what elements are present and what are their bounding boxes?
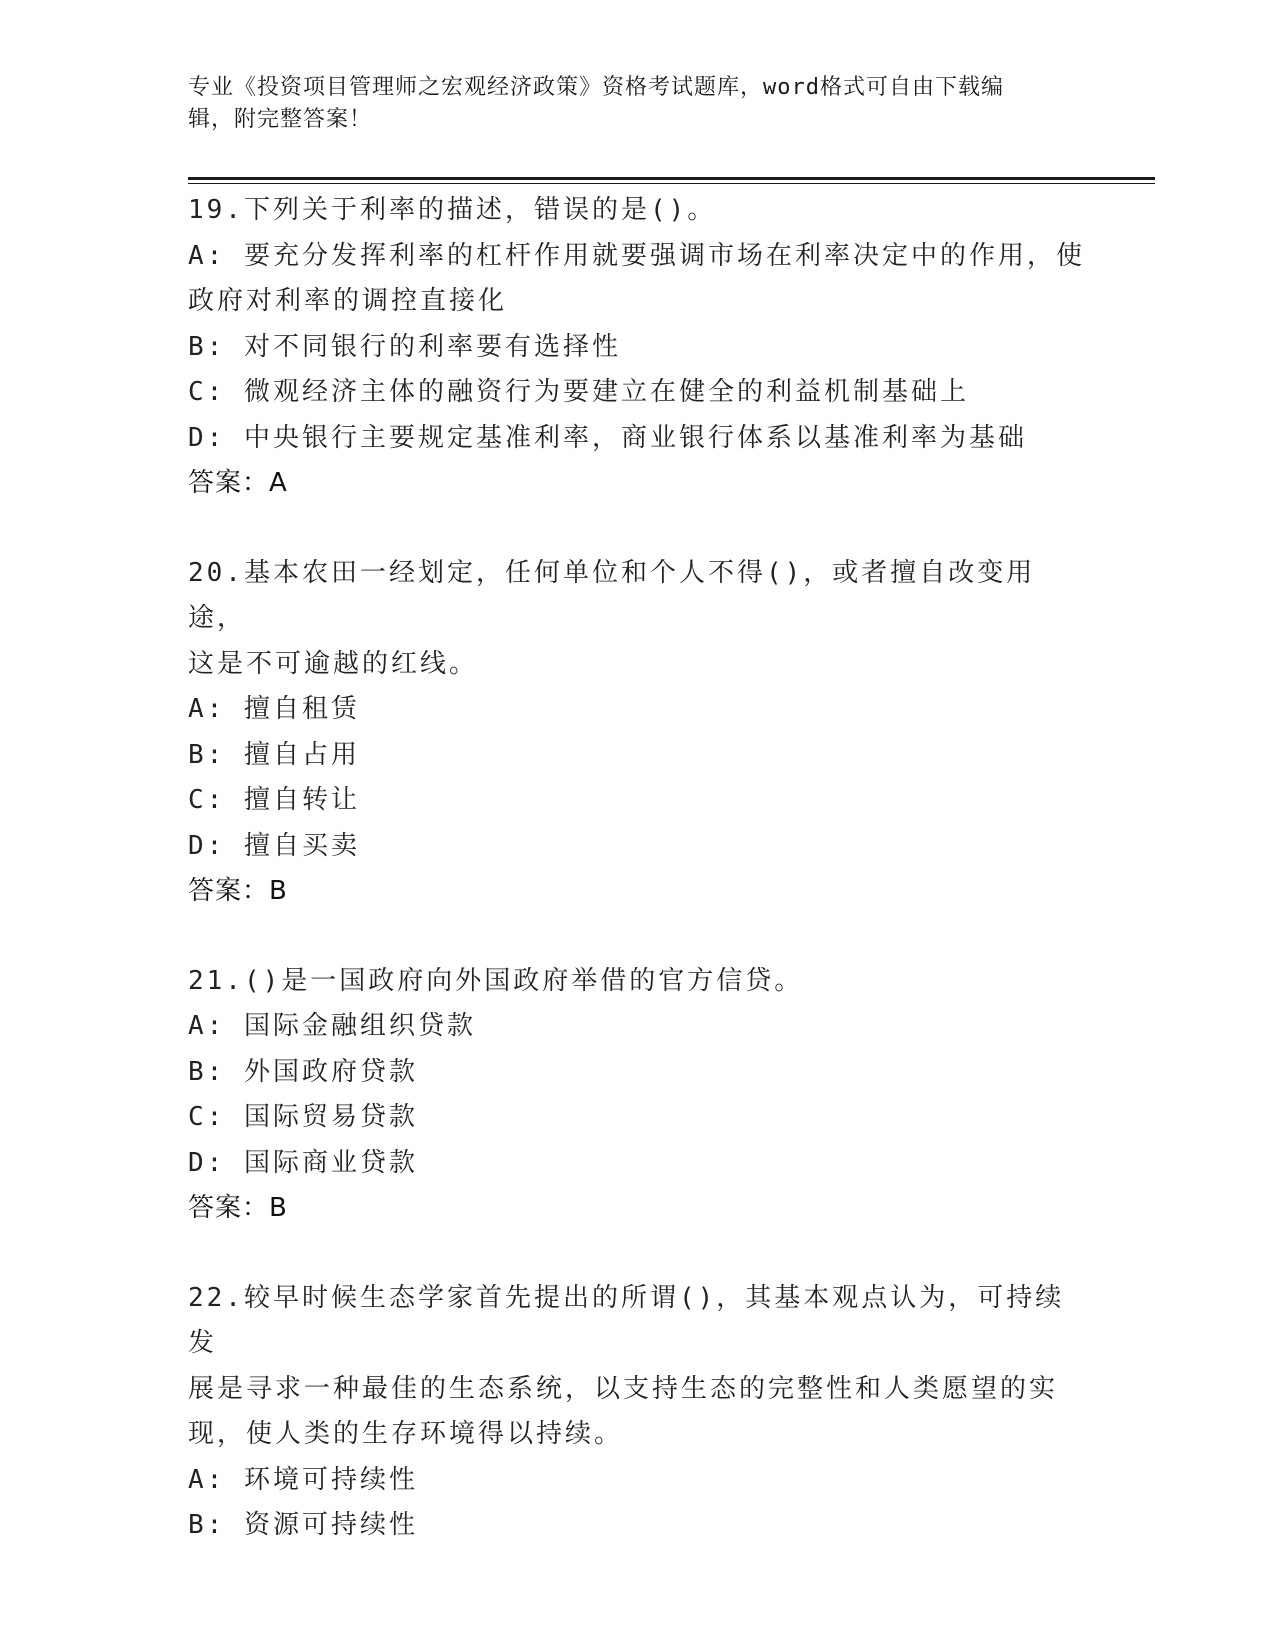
question-stem: 现，使人类的生存环境得以持续。 — [188, 1419, 624, 1449]
question-stem: 这是不可逾越的红线。 — [188, 648, 479, 679]
answer-key: 答案：B — [188, 876, 288, 906]
question-list — [188, 188, 1088, 1593]
question-block — [188, 1276, 1088, 1549]
answer-option: D: 国际商业贷款 — [188, 1147, 418, 1178]
answer-option: A: 要充分发挥利率的杠杆作用就要强调市场在利率决定中的作用，使 — [188, 240, 1085, 271]
answer-key: 答案：A — [188, 468, 288, 498]
answer-option: A: 擅自租赁 — [188, 694, 360, 724]
header-line-1: 专业《投资项目管理师之宏观经济政策》资格考试题库，word格式可自由下载编 — [188, 75, 1004, 100]
answer-option: C: 擅自转让 — [188, 785, 360, 815]
answer-option: C: 国际贸易贷款 — [188, 1102, 418, 1132]
answer-option: A: 国际金融组织贷款 — [188, 1011, 476, 1041]
header-rule-thick — [188, 177, 1155, 180]
document-header — [188, 72, 1068, 136]
question-stem: 21.()是一国政府向外国政府举借的官方信贷。 — [188, 965, 804, 996]
answer-option: A: 环境可持续性 — [188, 1464, 418, 1495]
question-block — [188, 551, 1088, 915]
answer-option: D: 擅自买卖 — [188, 830, 360, 861]
answer-option: 政府对利率的调控直接化 — [188, 286, 508, 316]
answer-option: B: 资源可持续性 — [188, 1510, 418, 1540]
answer-option: C: 微观经济主体的融资行为要建立在健全的利益机制基础上 — [188, 377, 969, 407]
question-block — [188, 188, 1088, 507]
question-stem: 展是寻求一种最佳的生态系统，以支持生态的完整性和人类愿望的实 — [188, 1373, 1059, 1404]
question-block — [188, 959, 1088, 1232]
header-line-2: 辑，附完整答案！ — [188, 107, 373, 132]
answer-option: B: 外国政府贷款 — [188, 1056, 418, 1087]
question-stem: 22.较早时候生态学家首先提出的所谓()，其基本观点认为，可持续发 — [188, 1282, 1065, 1358]
question-stem: 19.下列关于利率的描述，错误的是()。 — [188, 195, 717, 225]
answer-option: B: 对不同银行的利率要有选择性 — [188, 331, 621, 362]
answer-key: 答案：B — [188, 1193, 288, 1223]
question-stem: 20.基本农田一经划定，任何单位和个人不得()，或者擅自改变用途， — [188, 557, 1036, 633]
answer-option: B: 擅自占用 — [188, 739, 360, 770]
answer-option: D: 中央银行主要规定基准利率，商业银行体系以基准利率为基础 — [188, 422, 1027, 453]
header-rule-thin — [188, 183, 1155, 184]
